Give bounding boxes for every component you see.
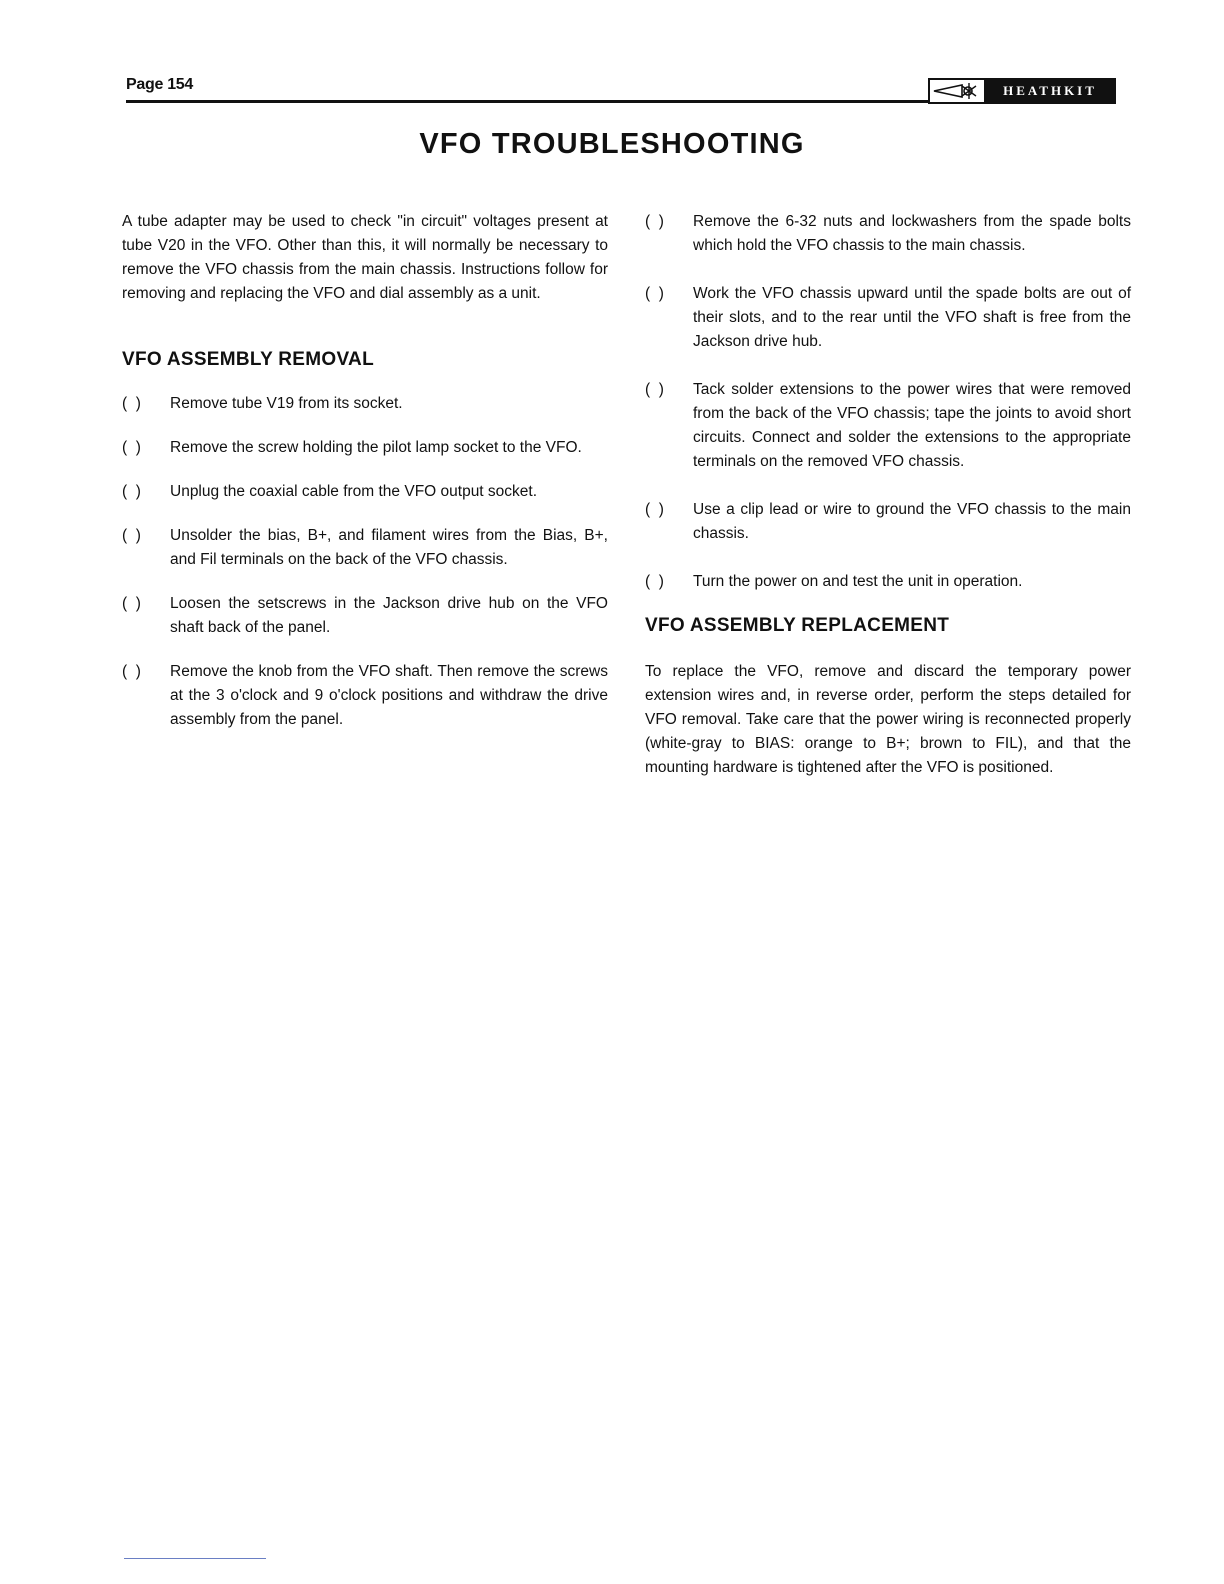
step-text: Remove the screw holding the pilot lamp socket to the VFO. xyxy=(170,439,582,456)
checkbox[interactable]: ( ) xyxy=(122,595,141,612)
step-text: Remove tube V19 from its socket. xyxy=(170,395,403,412)
step-text: Remove the 6-32 nuts and lockwashers from the spade bolts which hold the VFO chassis to the main chassis. xyxy=(693,213,1131,254)
checkbox[interactable]: ( ) xyxy=(645,381,664,398)
checkbox[interactable]: ( ) xyxy=(645,501,664,518)
checkbox[interactable]: ( ) xyxy=(122,395,141,412)
step-text: Work the VFO chassis upward until the spade bolts are out of their slots, and to the rear until the VFO shaft is free from the Jackson drive hub. xyxy=(693,285,1131,350)
right-column xyxy=(645,210,1131,780)
step-text: Tack solder extensions to the power wires that were removed from the back of the VFO chassis; tape the joints to avoid short circuits. Connect and solder the extensions to the appropriate terminals on the removed VFO chassis. xyxy=(693,381,1131,470)
list-item[interactable] xyxy=(122,660,608,732)
checkbox[interactable]: ( ) xyxy=(645,285,664,302)
step-text: Turn the power on and test the unit in operation. xyxy=(693,573,1023,590)
replacement-heading: VFO ASSEMBLY REPLACEMENT xyxy=(645,615,950,636)
removal-heading: VFO ASSEMBLY REMOVAL xyxy=(122,349,374,370)
list-item[interactable] xyxy=(645,210,1131,258)
left-column xyxy=(122,210,608,732)
page-title: VFO TROUBLESHOOTING xyxy=(419,128,805,160)
step-text: Unplug the coaxial cable from the VFO output socket. xyxy=(170,483,538,500)
checkbox[interactable]: ( ) xyxy=(645,573,664,590)
heathkit-logo xyxy=(928,78,1116,104)
checkbox[interactable]: ( ) xyxy=(122,439,141,456)
checkbox[interactable]: ( ) xyxy=(122,483,141,500)
page-number: Page 154 xyxy=(126,76,193,93)
checkbox[interactable]: ( ) xyxy=(645,213,664,230)
list-item[interactable] xyxy=(645,378,1131,474)
intro-paragraph: A tube adapter may be used to check "in circuit" voltages present at tube V20 in the VFO. Other than this, it will normally be necessary to remove the VFO chassis from the main chassis. Instructions follow for removing and replacing the VFO and dial assembly as a unit. xyxy=(122,213,608,302)
logo-text: HEATHKIT xyxy=(1003,83,1097,98)
heathkit-logo-icon xyxy=(930,80,986,102)
list-item[interactable] xyxy=(122,392,608,416)
list-item[interactable] xyxy=(122,436,608,460)
list-item[interactable] xyxy=(122,524,608,572)
checkbox[interactable]: ( ) xyxy=(122,527,141,544)
checkbox[interactable]: ( ) xyxy=(122,663,141,680)
step-text: Unsolder the bias, B+, and filament wires from the Bias, B+, and Fil terminals on the back of the VFO chassis. xyxy=(170,527,608,568)
step-text: Loosen the setscrews in the Jackson drive hub on the VFO shaft back of the panel. xyxy=(170,595,608,636)
list-item[interactable] xyxy=(122,592,608,640)
list-item[interactable] xyxy=(122,480,608,504)
replacement-paragraph: To replace the VFO, remove and discard the temporary power extension wires and, in reverse order, perform the steps detailed for VFO removal. Take care that the power wiring is reconnected properly (white-gray to BIAS: orange to B+; brown to FIL), and that the mounting hardware is tightened after the VFO is positioned. xyxy=(645,663,1131,776)
footer-line xyxy=(124,1558,266,1559)
page-header xyxy=(126,74,1116,106)
list-item[interactable] xyxy=(645,498,1131,546)
list-item[interactable] xyxy=(645,570,1131,594)
step-text: Remove the knob from the VFO shaft. Then remove the screws at the 3 o'clock and 9 o'clock positions and withdraw the drive assembly from the panel. xyxy=(170,663,608,728)
step-text: Use a clip lead or wire to ground the VFO chassis to the main chassis. xyxy=(693,501,1131,542)
list-item[interactable] xyxy=(645,282,1131,354)
